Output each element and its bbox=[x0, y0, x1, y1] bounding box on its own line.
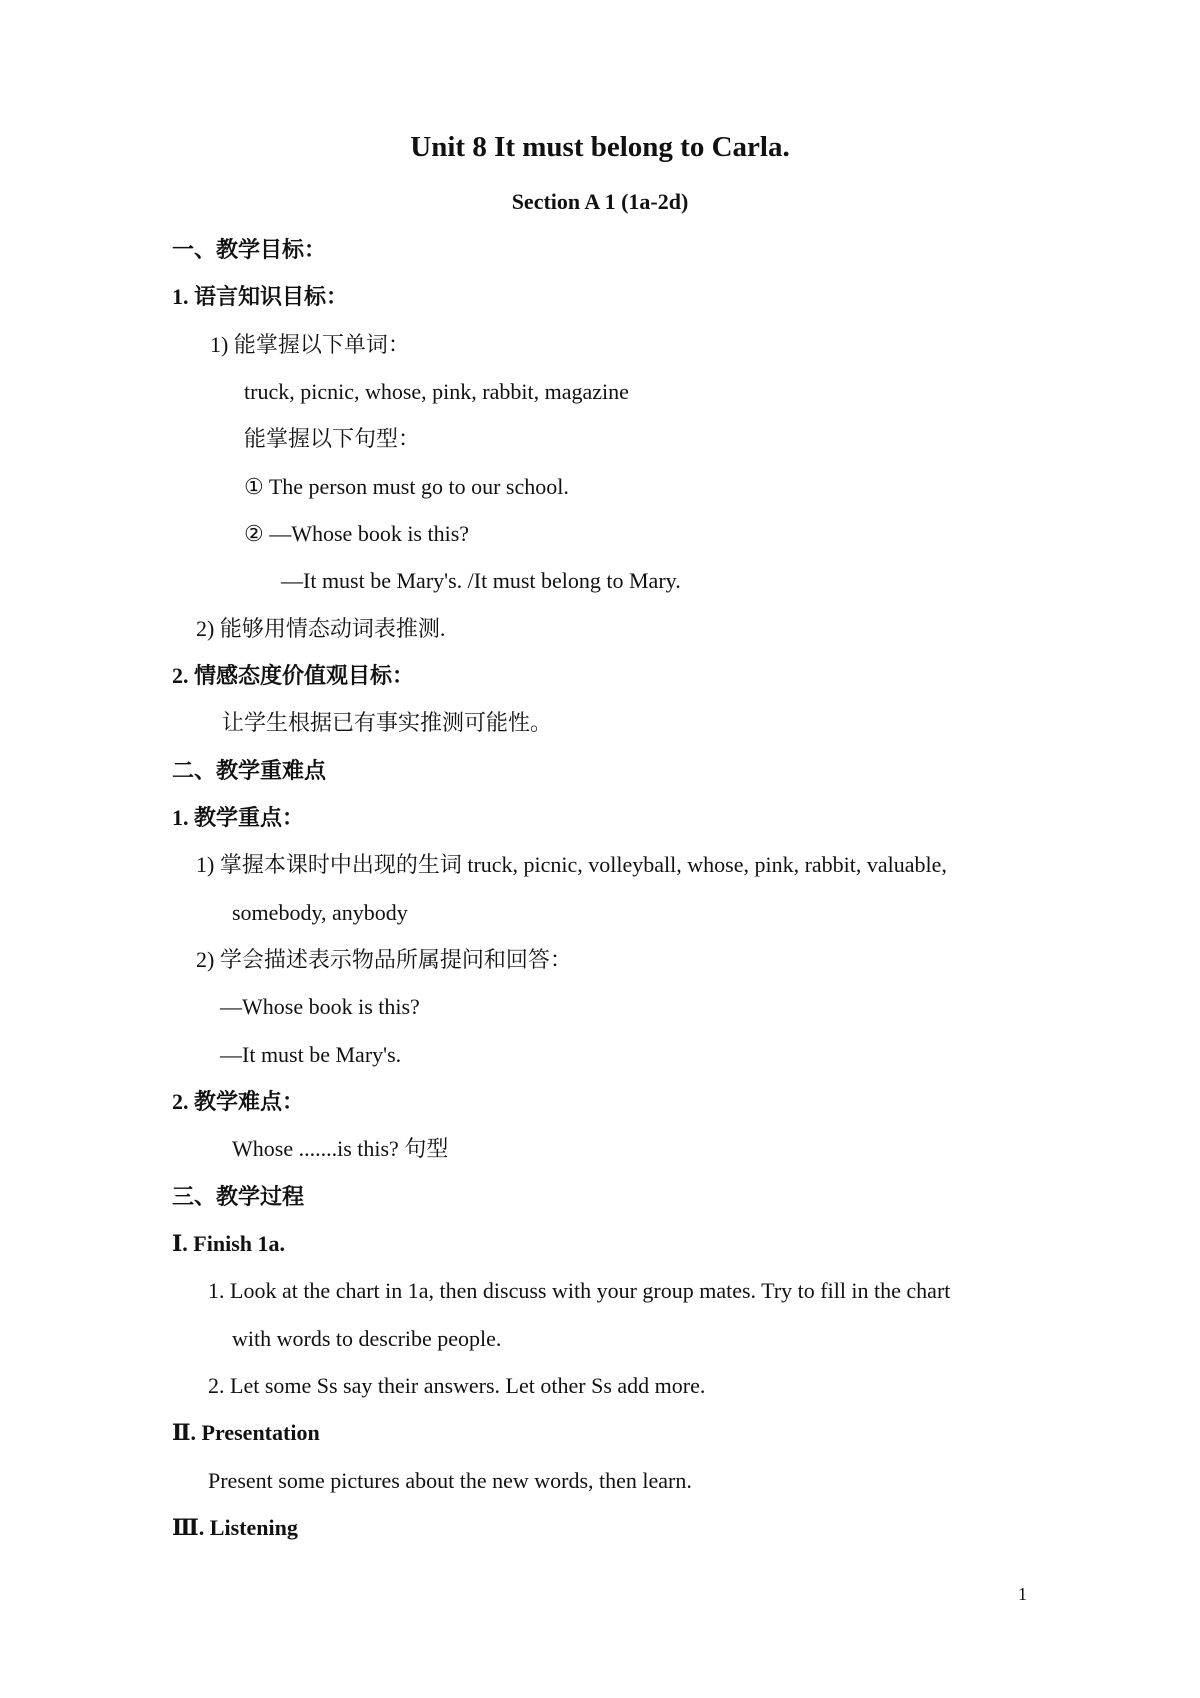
step-2-heading: Ⅱ. Presentation bbox=[172, 1420, 320, 1445]
step-1-item-1-continued: with words to describe people. bbox=[232, 1326, 502, 1351]
document-subtitle: Section A 1 (1a-2d) bbox=[511, 189, 689, 214]
step-1-item-2: 2. Let some Ss say their answers. Let other Ss add more. bbox=[208, 1373, 706, 1398]
page-number: 1 bbox=[1018, 1584, 1027, 1604]
item-vocab-goal: 1) 能掌握以下单词： bbox=[210, 332, 410, 357]
pattern-1: ① The person must go to our school. bbox=[244, 474, 569, 499]
heading-key-points: 二、教学重难点 bbox=[172, 758, 327, 783]
patterns-intro: 能掌握以下句型： bbox=[244, 426, 421, 451]
document-title: Unit 8 It must belong to Carla. bbox=[410, 131, 790, 163]
heading-emotional-goals: 2. 情感态度价值观目标： bbox=[172, 663, 415, 688]
heading-teaching-process: 三、教学过程 bbox=[172, 1184, 305, 1209]
example-answer: —It must be Mary's. bbox=[220, 1042, 402, 1067]
step-1-item-1: 1. Look at the chart in 1a, then discuss with your group mates. Try to fill in the chart bbox=[208, 1278, 951, 1303]
key-focus-words: 1) 掌握本课时中出现的生词 truck, picnic, volleyball, whose, pink, rabbit, valuable, bbox=[196, 852, 947, 877]
heading-teaching-objectives: 一、教学目标： bbox=[172, 237, 327, 262]
heading-difficulty: 2. 教学难点： bbox=[172, 1089, 305, 1114]
pattern-2-answer: —It must be Mary's. /It must belong to Mary. bbox=[281, 568, 681, 593]
pattern-2: ② —Whose book is this? bbox=[244, 521, 470, 546]
step-2-text: Present some pictures about the new words, then learn. bbox=[208, 1468, 692, 1493]
emotional-goal-text: 让学生根据已有事实推测可能性。 bbox=[222, 710, 553, 735]
step-1-heading: Ⅰ. Finish 1a. bbox=[172, 1231, 285, 1256]
item-modal-verbs: 2) 能够用情态动词表推测. bbox=[196, 616, 446, 641]
key-focus-words-continued: somebody, anybody bbox=[232, 900, 408, 925]
heading-language-knowledge: 1. 语言知识目标： bbox=[172, 284, 349, 309]
vocab-list: truck, picnic, whose, pink, rabbit, magazine bbox=[244, 379, 629, 404]
key-focus-possession: 2) 学会描述表示物品所属提问和回答： bbox=[196, 947, 572, 972]
difficulty-pattern: Whose .......is this? 句型 bbox=[232, 1136, 449, 1161]
step-3-heading: Ⅲ. Listening bbox=[172, 1515, 298, 1540]
example-question: —Whose book is this? bbox=[220, 994, 420, 1019]
heading-key-focus: 1. 教学重点： bbox=[172, 805, 305, 830]
